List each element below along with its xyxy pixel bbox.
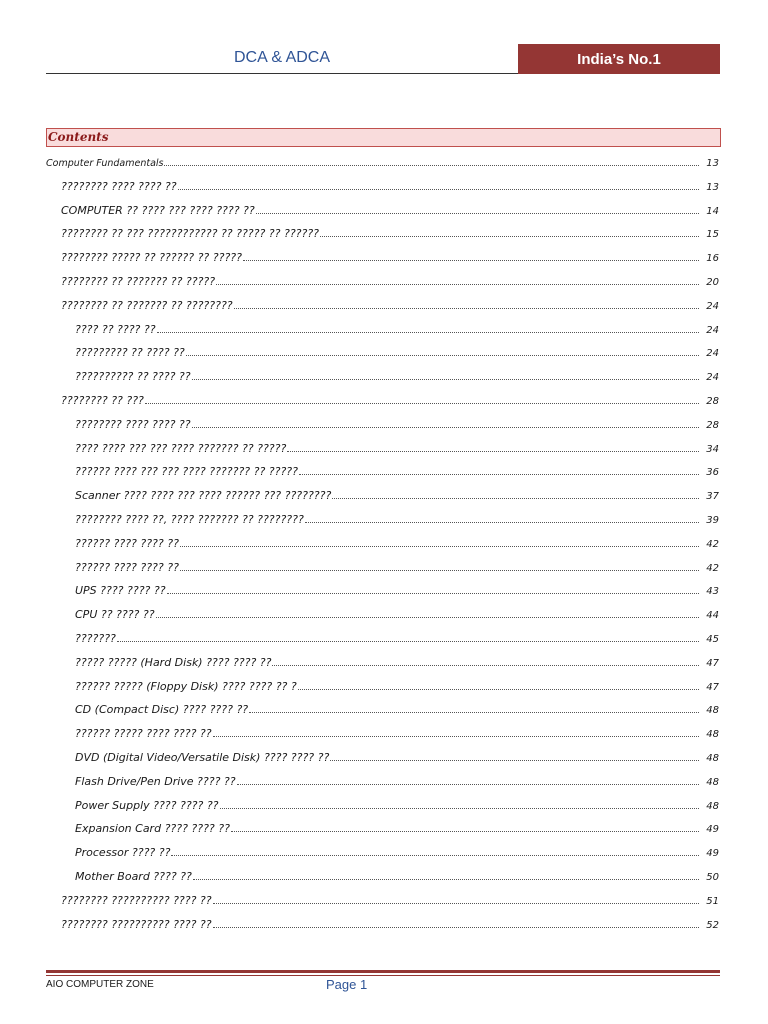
toc-entry-page: 44 [706,610,719,622]
toc-entry-page: 39 [706,515,719,526]
footer-org: AIO COMPUTER ZONE [46,979,154,990]
toc-entry[interactable] [0,601,768,621]
toc-entry-page: 47 [706,657,719,669]
toc-entry[interactable] [0,411,768,431]
toc-dot-leader [178,189,699,190]
toc-entry-page: 52 [706,919,719,931]
toc-entry-page: 45 [706,634,719,645]
toc-dot-leader [117,641,699,642]
toc-entry-page: 14 [706,205,719,217]
toc-entry[interactable] [0,435,768,455]
toc-entry-page: 49 [706,824,719,836]
toc-entry[interactable] [0,197,768,217]
toc-entry-page: 24 [706,300,719,312]
toc-entry[interactable] [0,625,768,645]
toc-heading: Contents [46,128,721,147]
toc-entry[interactable] [0,887,768,907]
toc-entry-title: ???????? ???? ??, ???? ??????? ?? ???????? [75,513,304,526]
toc-entry-title: ???????? ?????????? ???? ?? [61,917,212,931]
toc-dot-leader [157,332,699,333]
toc-entry-page: 28 [706,396,719,407]
header-badge-label: India’s No.1 [577,50,661,68]
toc-entry-page: 24 [706,324,719,336]
toc-entry-title: ?????? ????? ???? ???? ?? [75,727,212,741]
toc-dot-leader [249,712,699,713]
toc-dot-leader [220,808,699,809]
toc-dot-leader [287,451,699,452]
toc-entry-title: ???????? ?? ??????? ?? ????? [61,275,216,288]
toc-dot-leader [145,403,699,404]
toc-entry-title: ????? ????? (Hard Disk) ???? ???? ?? [75,655,272,669]
toc-entry-title: ????????? ?? ???? ?? [75,346,185,360]
toc-dot-leader [330,760,699,761]
toc-entry-page: 34 [706,443,719,455]
footer-page-number: Page 1 [326,977,368,992]
toc-entry-title: Computer Fundamentals [46,158,164,169]
toc-dot-leader [213,736,699,737]
toc-entry-page: 50 [706,872,719,883]
toc-entry-page: 47 [706,681,719,693]
toc-entry-title: Power Supply ???? ???? ?? [75,798,219,812]
toc-entry-title: ???????? ?? ??? ???????????? ?? ????? ?? ?????? [61,227,320,241]
toc-entry[interactable] [0,363,768,383]
toc-dot-leader [167,593,699,594]
toc-entry-title: ?????? ???? ???? ?? [75,536,179,550]
toc-entry-title: ???? ?? ???? ?? [75,322,156,336]
toc-entry-page: 48 [706,753,719,764]
toc-entry[interactable] [0,292,768,312]
toc-entry[interactable] [0,339,768,359]
toc-dot-leader [171,855,699,856]
toc-entry-page: 42 [706,562,719,574]
toc-entry-page: 43 [706,586,719,598]
toc-entry[interactable] [0,268,768,288]
toc-entry-title: ???????? ????? ?? ?????? ?? ????? [61,251,242,265]
toc-entry-title: ??????? [75,632,116,645]
toc-entry[interactable] [0,839,768,859]
toc-entry-title: ???????? ?? ??? [61,394,144,407]
toc-dot-leader [256,213,699,214]
toc-entry[interactable] [0,649,768,669]
toc-entry-page: 48 [706,776,719,788]
toc-entry-page: 42 [706,538,719,550]
toc-dot-leader [192,379,699,380]
toc-entry-title: Expansion Card ???? ???? ?? [75,822,230,836]
toc-entry-title: ???? ???? ??? ??? ???? ??????? ?? ????? [75,441,287,455]
toc-entry[interactable] [0,720,768,740]
toc-entry-page: 13 [706,158,719,169]
header-underline [46,73,518,74]
toc-entry-page: 51 [706,895,719,907]
toc-dot-leader [213,927,699,928]
toc-entry-title: ???????? ?? ??????? ?? ???????? [61,298,233,312]
toc-dot-leader [272,665,699,666]
toc-dot-leader [299,474,699,475]
toc-entry[interactable] [0,577,768,597]
toc-entry-title: ?????? ????? (Floppy Disk) ???? ???? ?? ? [75,679,297,693]
toc-dot-leader [332,498,699,499]
toc-entry[interactable] [0,458,768,478]
header-badge [518,44,720,74]
toc-entry-page: 15 [706,229,719,241]
toc-dot-leader [156,617,699,618]
toc-dot-leader [231,831,699,832]
toc-entry-title: ?????? ???? ???? ?? [75,560,179,574]
toc-entry-page: 20 [706,277,719,288]
toc-entry-title: Flash Drive/Pen Drive ???? ?? [75,774,236,788]
toc-entry-page: 48 [706,800,719,812]
toc-dot-leader [320,236,699,237]
toc-dot-leader [298,689,699,690]
toc-entry-title: ???????? ???? ???? ?? [75,417,191,431]
toc-entry-title: ???????? ???? ???? ?? [61,179,177,193]
toc-entry-title: Scanner ???? ???? ??? ???? ?????? ??? ???????? [75,489,332,503]
header-title: DCA & ADCA [233,49,331,66]
toc-entry-title: ?????????? ?? ???? ?? [75,370,191,384]
toc-dot-leader [216,284,699,285]
toc-entry-page: 49 [706,848,719,860]
toc-entry-title: UPS ???? ???? ?? [75,584,166,598]
toc-entry-title: DVD (Digital Video/Versatile Disk) ???? ???? ?? [75,751,330,764]
toc-entry[interactable] [0,863,768,883]
toc-entry-page: 24 [706,348,719,360]
toc-entry-title: ???????? ?????????? ???? ?? [61,893,212,907]
toc-entry-page: 48 [706,705,719,717]
toc-entry-title: COMPUTER ?? ???? ??? ???? ???? ?? [61,203,255,217]
toc-entry[interactable] [0,387,768,407]
toc-dot-leader [305,522,699,523]
toc-dot-leader [186,355,699,356]
toc-entry-page: 36 [706,467,719,479]
toc-entry[interactable] [0,244,768,264]
toc-dot-leader [234,308,699,309]
toc-entry[interactable] [0,696,768,716]
toc-entry[interactable] [0,530,768,550]
toc-dot-leader [237,784,699,785]
toc-entry[interactable] [0,744,768,764]
toc-dot-leader [213,903,699,904]
toc-entry-page: 16 [706,253,719,265]
toc-entry[interactable] [0,554,768,574]
toc-entry[interactable] [0,220,768,240]
toc-entry-page: 28 [706,419,719,431]
toc-entry[interactable] [0,768,768,788]
toc-entry-page: 13 [706,181,719,193]
toc-entry[interactable] [0,506,768,526]
toc-entry[interactable] [0,173,768,193]
toc-entry[interactable] [0,673,768,693]
toc-entry[interactable] [0,911,768,931]
toc-entry-title: Mother Board ???? ?? [75,870,192,883]
footer-rule-thin [46,975,720,976]
toc-dot-leader [164,165,699,166]
toc-dot-leader [243,260,699,261]
toc-entry-title: ?????? ???? ??? ??? ???? ??????? ?? ????? [75,465,298,479]
toc-dot-leader [193,879,699,880]
toc-dot-leader [192,427,699,428]
toc-entry-page: 37 [706,491,719,503]
toc-dot-leader [180,546,699,547]
toc-entry-title: Processor ???? ?? [75,846,171,860]
toc-dot-leader [180,570,699,571]
toc-entry-title: CD (Compact Disc) ???? ???? ?? [75,703,249,717]
toc-entry[interactable] [0,149,768,169]
toc-entry-page: 48 [706,729,719,741]
toc-entry[interactable] [0,815,768,835]
toc-entry[interactable] [0,482,768,502]
toc-entry-title: CPU ?? ???? ?? [75,608,155,622]
toc-entry-page: 24 [706,372,719,384]
toc-entry[interactable] [0,316,768,336]
footer-rule-thick [46,970,720,973]
toc-entry[interactable] [0,792,768,812]
